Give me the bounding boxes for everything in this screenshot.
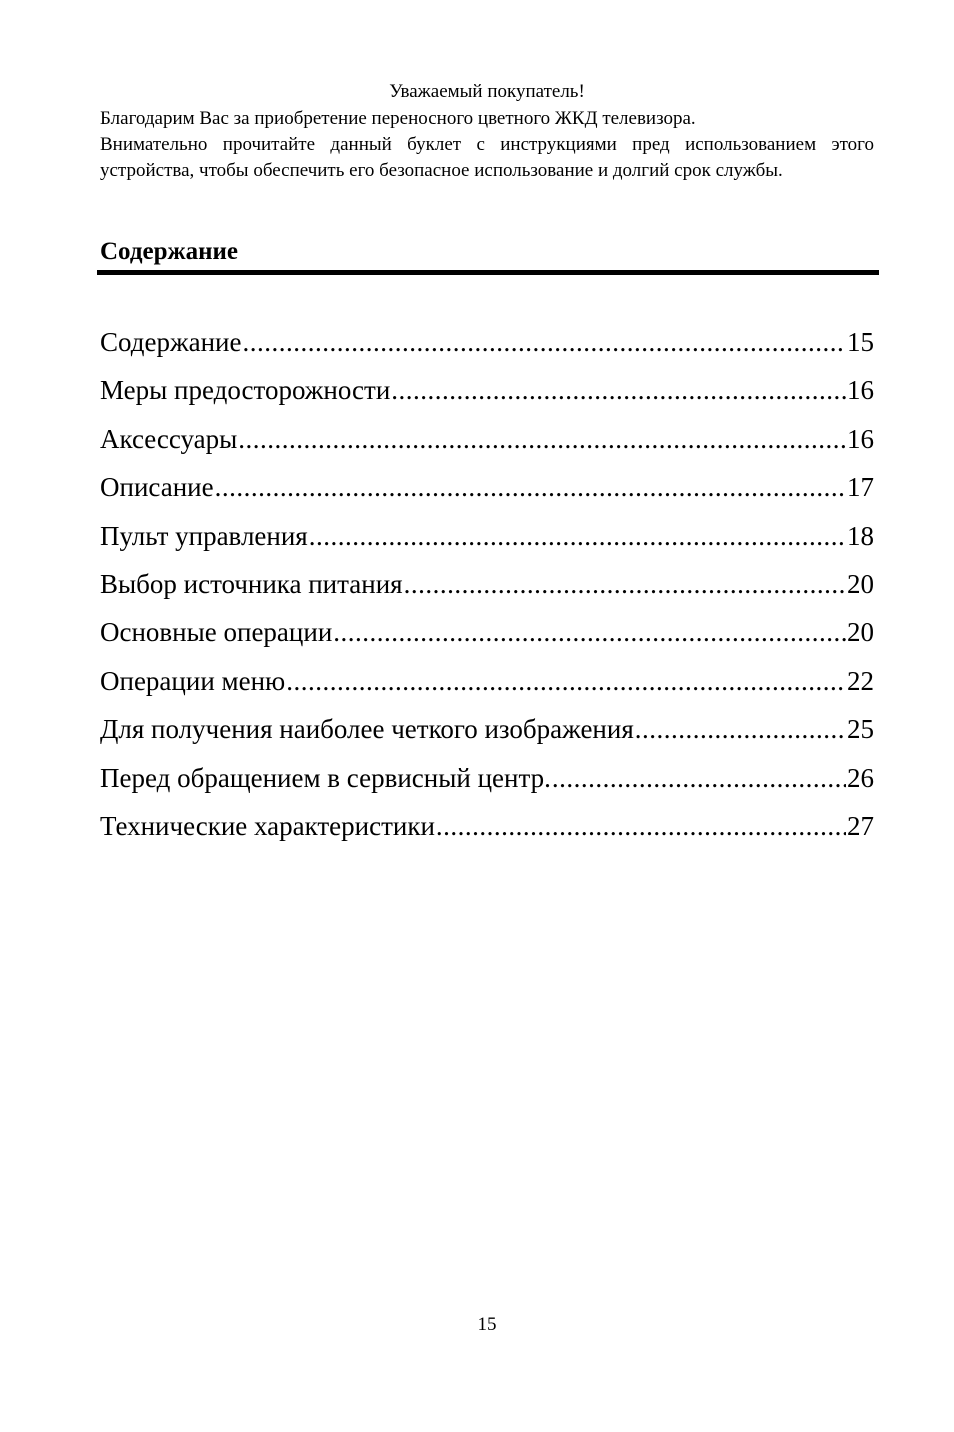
table-of-contents xyxy=(100,322,874,854)
toc-entry-label: Выбор источника питания xyxy=(100,564,404,604)
toc-dot-leader xyxy=(333,612,846,652)
toc-entry-page: 25 xyxy=(847,714,874,745)
toc-entry[interactable] xyxy=(100,806,874,854)
toc-entry[interactable] xyxy=(100,516,874,564)
toc-entry-label: Содержание xyxy=(100,322,242,362)
toc-entry[interactable] xyxy=(100,612,874,660)
toc-entry-label: Операции меню xyxy=(100,661,286,701)
toc-heading-rule xyxy=(97,270,879,275)
toc-entry[interactable] xyxy=(100,709,874,757)
toc-dot-leader xyxy=(242,322,846,362)
intro-advice-paragraph: Внимательно прочитайте данный буклет с инструкциями пред использованием этого устройства, чтобы обеспечить его безопасное использование и долгий срок службы. xyxy=(100,134,874,181)
toc-entry-page: 26 xyxy=(847,762,874,793)
page-number: 15 xyxy=(477,1314,497,1335)
toc-entry-page: 16 xyxy=(847,423,874,454)
toc-entry[interactable] xyxy=(100,564,874,612)
toc-entry[interactable] xyxy=(100,322,874,370)
toc-entry-page: 20 xyxy=(847,617,874,648)
toc-entry-label: Перед обращением в сервисный центр. xyxy=(100,758,552,798)
toc-heading: Содержание xyxy=(100,238,239,265)
toc-entry-page: 20 xyxy=(847,568,874,599)
toc-dot-leader xyxy=(238,419,846,459)
toc-dot-leader xyxy=(391,370,846,410)
toc-dot-leader xyxy=(552,758,846,798)
toc-dot-leader xyxy=(215,467,846,507)
intro-text xyxy=(100,106,874,184)
toc-entry-label: Пульт управления xyxy=(100,516,309,556)
toc-entry-label: Для получения наиболее четкого изображения xyxy=(100,709,635,749)
toc-entry[interactable] xyxy=(100,419,874,467)
toc-entry-label: Основные операции xyxy=(100,612,333,652)
toc-dot-leader xyxy=(436,806,846,846)
toc-dot-leader xyxy=(404,564,846,604)
toc-entry-page: 27 xyxy=(847,810,874,841)
toc-entry-page: 22 xyxy=(847,665,874,696)
toc-dot-leader xyxy=(635,709,846,749)
toc-entry-label: Аксессуары xyxy=(100,419,238,459)
toc-entry-page: 15 xyxy=(847,327,874,357)
toc-entry-page: 18 xyxy=(847,520,874,551)
toc-entry-page: 17 xyxy=(847,472,874,503)
intro-thanks-paragraph: Благодарим Вас за приобретение переносного цветного ЖКД телевизора. xyxy=(100,108,696,129)
toc-entry-label: Меры предосторожности xyxy=(100,370,391,410)
toc-dot-leader xyxy=(286,661,846,701)
toc-entry[interactable] xyxy=(100,370,874,418)
toc-entry-label: Технические характеристики xyxy=(100,806,436,846)
toc-entry[interactable] xyxy=(100,758,874,806)
toc-entry[interactable] xyxy=(100,467,874,515)
toc-entry-page: 16 xyxy=(847,375,874,406)
salutation: Уважаемый покупатель! xyxy=(389,81,585,102)
toc-entry[interactable] xyxy=(100,661,874,709)
toc-entry-label: Описание xyxy=(100,467,215,507)
toc-dot-leader xyxy=(309,516,846,556)
